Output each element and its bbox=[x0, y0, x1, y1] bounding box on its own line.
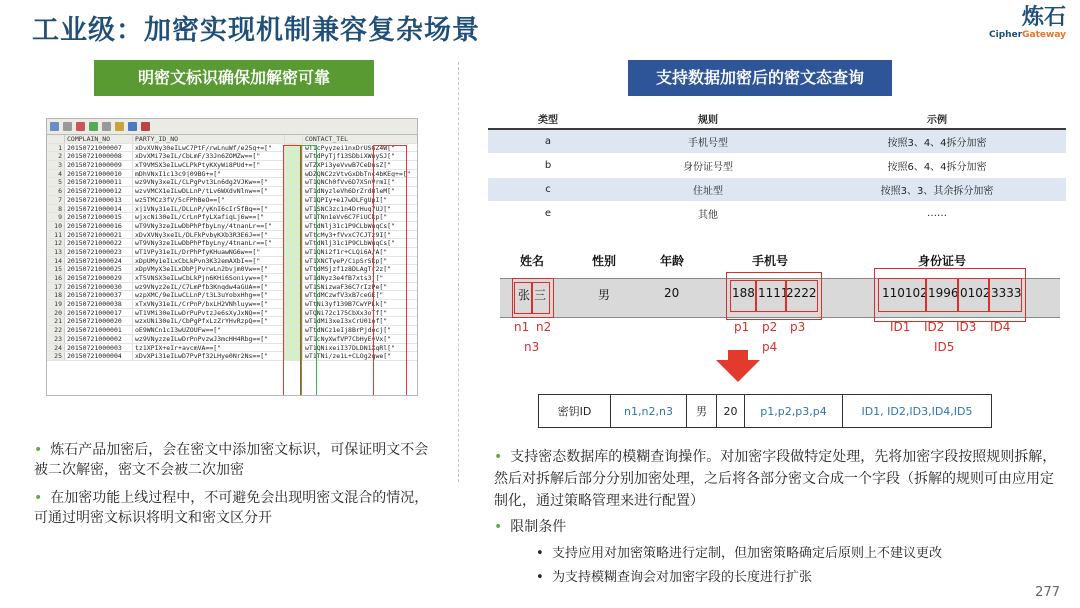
table-cell[interactable]: 20150721000030 bbox=[65, 283, 133, 291]
right-bullet: • 限制条件 bbox=[494, 519, 567, 535]
table-cell[interactable]: wTtdNCz1eIj8BrPjdocj[" bbox=[305, 326, 392, 334]
row-number[interactable]: 8 bbox=[47, 205, 65, 213]
row-number[interactable]: 4 bbox=[47, 170, 65, 178]
table-cell[interactable]: 20150721000016 bbox=[65, 222, 133, 230]
row-number[interactable]: 6 bbox=[47, 187, 65, 195]
table-cell[interactable]: wT1dNyzleVh6DrZrd8leM[" bbox=[305, 187, 396, 195]
table-cell[interactable]: wT1XNCTyeP/CipSrSkp[" bbox=[305, 256, 388, 265]
table-row[interactable] bbox=[47, 231, 417, 240]
id-part: 1996 bbox=[928, 286, 959, 300]
table-cell[interactable]: wT9VNy3zeILwDbPhPfbyLny/4tnanLr==[" bbox=[133, 239, 285, 247]
page-title: 工业级：加密实现机制兼容复杂场景 bbox=[32, 15, 480, 46]
table-row: c 住址型 按照3、3、其余拆分加密 bbox=[488, 178, 1066, 202]
table-row[interactable] bbox=[47, 222, 417, 231]
flag-cell[interactable] bbox=[285, 187, 303, 195]
id-tag: ID1 bbox=[890, 320, 911, 334]
table-row[interactable] bbox=[47, 300, 417, 309]
down-arrow-icon bbox=[716, 360, 760, 382]
gender-cell: 男 bbox=[687, 395, 717, 427]
n1-box bbox=[514, 282, 532, 314]
col-header[interactable]: COMPLAIN_NO bbox=[65, 135, 133, 143]
table-header: 规则 bbox=[698, 114, 718, 126]
age-value: 20 bbox=[664, 286, 680, 300]
table-row[interactable] bbox=[47, 205, 417, 214]
row-number[interactable]: 23 bbox=[47, 335, 65, 343]
p-tag: p3 bbox=[790, 320, 806, 334]
row-number[interactable]: 21 bbox=[47, 317, 65, 325]
table-cell[interactable]: wT1QNixeiI37DLDN1XgRl[" bbox=[305, 343, 396, 352]
table-row[interactable] bbox=[47, 274, 417, 283]
table-cell[interactable]: xDpUMy1eILxCbLkPvn3K32emAXbI==[" bbox=[133, 257, 285, 265]
label-id: 身份证号 bbox=[918, 254, 967, 268]
flag-cell[interactable] bbox=[285, 274, 303, 282]
table-cell[interactable]: 20150721000020 bbox=[65, 317, 133, 325]
table-row: a 手机号型 按照3、4、4拆分加密 bbox=[488, 130, 1066, 154]
table-row[interactable] bbox=[47, 317, 417, 326]
table-cell[interactable]: 20150721000017 bbox=[65, 309, 133, 317]
row-number[interactable]: 2 bbox=[47, 152, 65, 160]
table-row: b 身份证号型 按照6、4、4拆分加密 bbox=[488, 154, 1066, 178]
flag-cell[interactable] bbox=[285, 283, 303, 291]
encrypted-record-row bbox=[538, 394, 992, 428]
row-number[interactable]: 14 bbox=[47, 257, 65, 265]
delete-icon[interactable] bbox=[76, 122, 85, 131]
table-cell[interactable]: wT1QNi2f1r+CLQi6A/A[" bbox=[305, 247, 388, 256]
table-cell[interactable]: oE9WNCn1cI3wUZOUFw==[" bbox=[133, 326, 285, 334]
table-cell[interactable]: wz5TMCz3fV/5cFPhBeO==[" bbox=[133, 196, 285, 204]
table-cell[interactable]: wT1TNn1eVv6C7FiUCkp[" bbox=[305, 213, 388, 221]
table-header: 类型 bbox=[538, 114, 558, 126]
col-header[interactable]: PARTY_ID_NO bbox=[133, 135, 285, 143]
flag-cell[interactable] bbox=[285, 222, 303, 230]
table-cell[interactable]: 20150721000009 bbox=[65, 161, 133, 169]
col-header[interactable]: CONTACT_TEL bbox=[305, 135, 349, 143]
sub-bullet: • 为支持模糊查询会对加密字段的长度进行扩张 bbox=[536, 570, 812, 585]
db-toolbar bbox=[47, 119, 417, 135]
name-part: 张 bbox=[518, 288, 531, 302]
table-row[interactable] bbox=[47, 248, 417, 257]
table-cell[interactable]: xDpVMyX3eILxDbPjPvrwLn2bvjm0Vw==[" bbox=[133, 265, 285, 273]
id-part: 3333 bbox=[991, 286, 1022, 300]
filter-icon[interactable] bbox=[89, 122, 98, 131]
table-cell[interactable]: wT1dMi3xeI3xCrU01of[" bbox=[305, 317, 388, 326]
table-cell[interactable]: 20150721000025 bbox=[65, 265, 133, 273]
row-number[interactable]: 13 bbox=[47, 248, 65, 256]
row-number[interactable]: 9 bbox=[47, 213, 65, 221]
n-tag: n1 bbox=[514, 320, 530, 334]
flag-cell[interactable] bbox=[285, 144, 303, 152]
table-cell[interactable]: wT1cPyyzei1nxDrUSGZ4W[" bbox=[305, 143, 396, 152]
flag-cell[interactable] bbox=[285, 170, 303, 178]
flag-cell[interactable] bbox=[285, 248, 303, 256]
table-cell[interactable]: 20150721000014 bbox=[65, 205, 133, 213]
rule-table bbox=[488, 108, 1066, 226]
table-cell[interactable]: 20150721000037 bbox=[65, 291, 133, 299]
table-row[interactable] bbox=[47, 239, 417, 248]
table-cell[interactable]: 20150721000029 bbox=[65, 274, 133, 282]
table-cell[interactable]: wTZXPi3yeVvwB7CeDnsZ[" bbox=[305, 161, 392, 169]
flag-cell[interactable] bbox=[285, 257, 303, 265]
row-number[interactable]: 22 bbox=[47, 326, 65, 334]
row-number[interactable]: 15 bbox=[47, 265, 65, 273]
n-tag: n3 bbox=[524, 340, 540, 354]
row-number[interactable]: 1 bbox=[47, 144, 65, 152]
left-bullet: • 炼石产品加密后，会在密文中添加密文标识，可保证明文不会被二次解密，密文不会被二次加密 bbox=[34, 442, 429, 478]
row-number[interactable]: 5 bbox=[47, 178, 65, 186]
table-cell[interactable]: wT1cNyXwfVP7CbHyEvVx[" bbox=[305, 334, 392, 343]
left-bullet: • 在加密功能上线过程中，不可避免会出现明密文混合的情况，可通过明密文标识将明文和密文区分开 bbox=[34, 490, 429, 526]
row-number[interactable]: 12 bbox=[47, 239, 65, 247]
id-part: 0102 bbox=[960, 286, 991, 300]
table-cell[interactable]: 20150721000024 bbox=[65, 257, 133, 265]
table-row[interactable] bbox=[47, 265, 417, 274]
table-cell[interactable]: wTtdMCzwfV3xB7ceGE[" bbox=[305, 291, 384, 300]
grid-header-row bbox=[47, 135, 417, 144]
table-cell[interactable]: xDvXVNy30eILwC7PtF/rwLnuWf/e25g+=[" bbox=[133, 144, 285, 152]
table-cell[interactable]: wTtNi3yf139B7CwYPLk[" bbox=[305, 300, 388, 308]
row-number[interactable]: 24 bbox=[47, 344, 65, 352]
left-section-header: 明密文标识确保加解密可靠 bbox=[94, 60, 374, 96]
table-row[interactable] bbox=[47, 213, 417, 222]
table-cell[interactable]: wz9VNyzzeILwDrPnPvzwJ3mcHH4Rbg==[" bbox=[133, 335, 285, 343]
phone-cipher-cell: p1,p2,p3,p4 bbox=[745, 395, 843, 427]
table-cell[interactable]: wT1TNi/ze1L+CLOg2qwe[" bbox=[305, 352, 392, 360]
flag-cell[interactable] bbox=[285, 196, 303, 204]
p-tag: p2 bbox=[762, 320, 778, 334]
table-cell[interactable]: wT1dNyz3e4fB7xts3j[" bbox=[305, 274, 384, 282]
table-cell[interactable]: 20150721000013 bbox=[65, 196, 133, 204]
sub-bullet: • 支持应用对加密策略进行定制，但加密策略确定后原则上不建议更改 bbox=[536, 546, 942, 561]
id2-box bbox=[926, 278, 958, 312]
flag-cell[interactable] bbox=[285, 326, 303, 334]
label-phone: 手机号 bbox=[752, 254, 789, 268]
table-cell[interactable]: wzpXMC/9eILwCLLnP/t3L3uYobxHhg==[" bbox=[133, 291, 285, 299]
flag-cell[interactable] bbox=[285, 300, 303, 308]
table-cell[interactable]: wT9VNy3zeILwDbPhPfbyLny/4tnanLr==[" bbox=[133, 222, 285, 230]
phone-part: 2222 bbox=[786, 286, 817, 300]
id-cipher-cell: ID1, ID2,ID3,ID4,ID5 bbox=[861, 404, 973, 418]
table-cell[interactable]: wT1QNCh0fVv6D7X5nVrmI[" bbox=[305, 178, 396, 187]
p1-box bbox=[730, 280, 756, 312]
table-cell[interactable]: wTtdPyTjf13SDbiXWnySJ[" bbox=[305, 152, 396, 161]
table-cell[interactable]: wjxcNi30eIL/CrLnPfyLXafiqLj6w==[" bbox=[133, 213, 285, 221]
row-number[interactable]: 3 bbox=[47, 161, 65, 169]
row-number[interactable]: 19 bbox=[47, 300, 65, 308]
table-cell[interactable]: wTtdMSjzf1z8DLAgTr2z[" bbox=[305, 265, 392, 273]
table-cell[interactable]: 20150721000021 bbox=[65, 231, 133, 239]
table-cell[interactable]: xT9VMSX3eILwCLPkPtyKXyWi8PUd+=[" bbox=[133, 161, 285, 169]
table-row[interactable] bbox=[47, 170, 417, 179]
row-number[interactable]: 16 bbox=[47, 274, 65, 282]
table-cell[interactable]: wDZQNC2zVtvGxDbTnc4bKEg+=[" bbox=[305, 169, 411, 178]
flag-cell[interactable] bbox=[285, 352, 303, 360]
table-row: e 其他 …… bbox=[488, 202, 1066, 226]
flag-cell[interactable] bbox=[285, 239, 303, 247]
find-icon[interactable] bbox=[102, 122, 111, 131]
export-icon[interactable] bbox=[141, 122, 150, 131]
flag-cell[interactable] bbox=[285, 161, 303, 169]
table-cell[interactable]: xDvXPi31eILwD7PvPf32LHye0Nr2Ns==[" bbox=[133, 352, 285, 360]
table-cell[interactable]: 20150721000010 bbox=[65, 170, 133, 178]
table-cell[interactable]: wT1VPy31eIL/DrPhPfyKHuawNG6w==[" bbox=[133, 248, 285, 256]
section-divider bbox=[458, 62, 459, 482]
right-section-header: 支持数据加密后的密文态查询 bbox=[628, 60, 892, 96]
phone-part: 188 bbox=[732, 286, 755, 300]
db-grid bbox=[47, 135, 417, 361]
n-tag: n2 bbox=[536, 320, 552, 334]
table-cell[interactable]: wTQNi72c175CbXx3oTf[" bbox=[305, 308, 388, 317]
table-cell[interactable]: wT1SNizwaF36C7rIzPe[" bbox=[305, 282, 388, 291]
id-tag: ID3 bbox=[956, 320, 977, 334]
table-cell[interactable]: wz9VNy3xeIL/CLPgPvt3Ln6dg2VJKw==[" bbox=[133, 178, 285, 186]
flag-cell[interactable] bbox=[285, 152, 303, 160]
page-number: 277 bbox=[1035, 585, 1060, 600]
name-cipher-cell: n1,n2,n3 bbox=[611, 395, 687, 427]
row-number[interactable]: 17 bbox=[47, 283, 65, 291]
name-part: 三 bbox=[534, 288, 547, 302]
table-cell[interactable]: wT1SNC3zc1n4DrHuq7UJ[" bbox=[305, 204, 392, 213]
row-number[interactable]: 7 bbox=[47, 196, 65, 204]
id4-box bbox=[989, 278, 1022, 312]
table-cell[interactable]: xj1VNy31eIL/DLLnP/yKnI6cIr5fBg==[" bbox=[133, 205, 285, 213]
flag-cell[interactable] bbox=[285, 317, 303, 325]
table-row[interactable] bbox=[47, 196, 417, 205]
table-row[interactable] bbox=[47, 291, 417, 300]
table-row[interactable] bbox=[47, 309, 417, 318]
table-cell[interactable]: xDvXMi73eIL/CbLmF/33Jn6ZOMZw==[" bbox=[133, 152, 285, 160]
row-number[interactable]: 10 bbox=[47, 222, 65, 230]
phone-part: 1111 bbox=[758, 286, 789, 300]
row-number[interactable]: 11 bbox=[47, 231, 65, 239]
table-cell[interactable]: wzxUNi30eIL/CbPgPfxLzZrYHvRzpQ==[" bbox=[133, 317, 285, 325]
table-cell[interactable]: 20150721000022 bbox=[65, 239, 133, 247]
table-cell[interactable]: xDvXVNy3xeIL/DLFkPvbyKXb3R3E6J==[" bbox=[133, 231, 285, 239]
age-cell: 20 bbox=[717, 395, 745, 427]
table-cell[interactable]: 20150721000003 bbox=[65, 344, 133, 352]
row-number[interactable]: 18 bbox=[47, 291, 65, 299]
table-cell[interactable]: xTxVNy31eIL/CrPnP/bxLH2VNhluyw==[" bbox=[133, 300, 285, 308]
table-cell[interactable]: 20150721000007 bbox=[65, 144, 133, 152]
table-cell[interactable]: 20150721000015 bbox=[65, 213, 133, 221]
table-cell[interactable]: tz1XPIX+eIr+avcmVA==[" bbox=[133, 344, 285, 352]
gender-value: 男 bbox=[598, 288, 611, 302]
table-row[interactable] bbox=[47, 152, 417, 161]
table-row[interactable] bbox=[47, 161, 417, 170]
table-row[interactable] bbox=[47, 178, 417, 187]
table-row[interactable] bbox=[47, 352, 417, 361]
p2-box bbox=[756, 280, 786, 312]
table-cell[interactable]: 20150721000038 bbox=[65, 300, 133, 308]
flag-cell[interactable] bbox=[285, 335, 303, 343]
flag-cell[interactable] bbox=[285, 291, 303, 299]
label-age: 年龄 bbox=[660, 254, 685, 268]
table-cell[interactable]: wTtdNlj31c1P9CLbWuqCs[" bbox=[305, 239, 396, 247]
logo-en: CipherGateway bbox=[989, 30, 1066, 40]
table-cell[interactable]: wTtcMy3+fVvxC7CJTz9I[" bbox=[305, 230, 392, 239]
database-screenshot bbox=[46, 118, 418, 396]
flag-cell[interactable] bbox=[285, 205, 303, 213]
table-row[interactable] bbox=[47, 344, 417, 353]
id-part: 110102 bbox=[882, 286, 928, 300]
table-cell[interactable]: 20150721000012 bbox=[65, 187, 133, 195]
p-tag: p4 bbox=[762, 340, 778, 354]
p-tag: p1 bbox=[734, 320, 750, 334]
binoculars-icon[interactable] bbox=[115, 122, 124, 131]
save-icon[interactable] bbox=[128, 122, 137, 131]
table-cell[interactable]: 20150721000023 bbox=[65, 248, 133, 256]
table-row[interactable] bbox=[47, 187, 417, 196]
id3-box bbox=[958, 278, 989, 312]
flag-cell[interactable] bbox=[285, 231, 303, 239]
table-cell[interactable]: wTtdNlj31c1P9CLbWuqCs[" bbox=[305, 221, 396, 230]
table-cell[interactable]: 20150721000004 bbox=[65, 352, 133, 360]
table-row[interactable] bbox=[47, 257, 417, 266]
table-cell[interactable]: 20150721000011 bbox=[65, 178, 133, 186]
id-tag: ID4 bbox=[990, 320, 1011, 334]
key-id-cell: 密钥ID bbox=[539, 395, 611, 427]
table-header: 示例 bbox=[927, 114, 947, 126]
id-tag: ID5 bbox=[934, 340, 955, 354]
table-cell[interactable]: wT1QPIy+e17wDLFgUpI[" bbox=[305, 195, 388, 204]
table-row[interactable] bbox=[47, 335, 417, 344]
label-gender: 性别 bbox=[592, 254, 617, 268]
table-cell[interactable]: mDhVNxI1c13c9j09BG+=[" bbox=[133, 170, 285, 178]
row-number[interactable]: 25 bbox=[47, 352, 65, 360]
table-row[interactable] bbox=[47, 283, 417, 292]
p3-box bbox=[786, 280, 818, 312]
table-header-row bbox=[488, 108, 1066, 130]
table-cell[interactable]: xT5VNSX3eILwCbLkPjn6KHi6Soniyw==[" bbox=[133, 274, 285, 282]
table-cell[interactable]: wT1VMi30eILwDrPuPvtzJe6sXyJxNQ==[" bbox=[133, 309, 285, 317]
table-cell[interactable]: 20150721000008 bbox=[65, 152, 133, 160]
table-row[interactable] bbox=[47, 326, 417, 335]
table-cell[interactable]: wzvVMCX1eILwDLLnP/tLv6WXdvNlnw==[" bbox=[133, 187, 285, 195]
grid-icon[interactable] bbox=[50, 122, 59, 131]
table-cell[interactable]: wz9VNyz2eIL/C7LmPfb3Knqdw4aGUA==[" bbox=[133, 283, 285, 291]
flag-cell[interactable] bbox=[285, 213, 303, 221]
logo-cn: 炼石 bbox=[1021, 5, 1066, 30]
flag-cell[interactable] bbox=[285, 344, 303, 352]
row-number[interactable]: 20 bbox=[47, 309, 65, 317]
label-name: 姓名 bbox=[520, 254, 545, 268]
id-tag: ID2 bbox=[924, 320, 945, 334]
table-row[interactable] bbox=[47, 144, 417, 153]
flag-cell[interactable] bbox=[285, 178, 303, 186]
table-cell[interactable]: 20150721000002 bbox=[65, 335, 133, 343]
flag-cell[interactable] bbox=[285, 309, 303, 317]
table-cell[interactable]: 20150721000001 bbox=[65, 326, 133, 334]
id1-box bbox=[878, 278, 926, 312]
flag-cell[interactable] bbox=[285, 265, 303, 273]
split-example bbox=[500, 246, 1060, 366]
right-bullet: • 支持密态数据库的模糊查询操作。对加密字段做特定处理，先将加密字段按照规则拆解，然后对拆解后部分分别加密处理，之后将各部分密文合成一个字段（拆解的规则可由应用定制化，通过策略管理来进行配置） bbox=[494, 449, 1057, 509]
brand-logo bbox=[989, 6, 1066, 40]
tool-icon[interactable] bbox=[63, 122, 72, 131]
n2-box bbox=[532, 282, 550, 314]
